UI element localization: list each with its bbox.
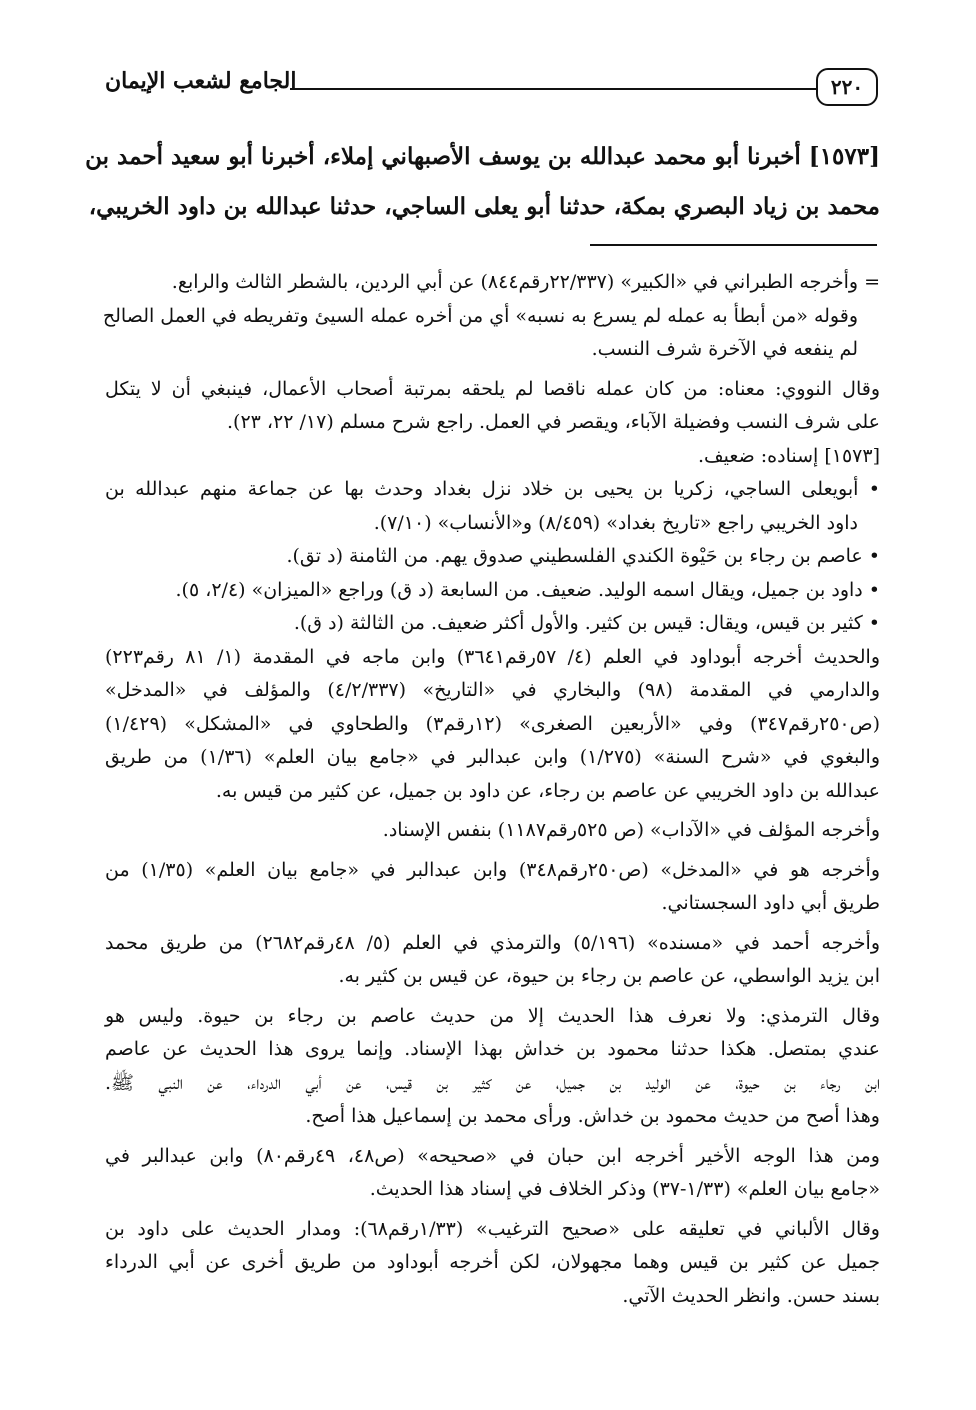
narrator-bullet: • داود بن جميل، ويقال اسمه الوليد. ضعيف. من السابعة (د ق) وراجع «الميزان» (٢/٤، ٥). <box>175 578 880 601</box>
footnote-line: داود الخريبي راجع «تاريخ بغداد» (٨/٤٥٩) و«الأنساب» (٧/١٠). <box>373 511 858 534</box>
footnote-line: عندي بمتصل. هكذا حدثنا محمود بن خداش بهذا الإسناد. وإنما يروى هذا الحديث عن عاصم <box>105 1038 880 1060</box>
page-header <box>100 62 880 112</box>
book-title: الجامع لشعب الإيمان <box>105 68 297 94</box>
footnote-line: (ص٢٥٠رقم٣٤٧) وفي «الأربعين الصغرى» (١٢رقم٣) والطحاوي في «المشكل» (١/٤٢٩) <box>105 712 880 735</box>
main-line: [١٥٧٣] أخبرنا أبو محمد عبدالله بن يوسف الأصبهاني إملاء، أخبرنا أبو سعيد أحمد بن <box>85 143 880 170</box>
main-line: محمد بن زياد البصري بمكة، حدثنا أبو يعلى الساجي، حدثنا عبدالله بن داود الخريبي، <box>88 193 880 220</box>
narrator-bullet: • عاصم بن رجاء بن حَيْوة الكندي الفلسطيني صدوق يهم. من الثامنة (د تق). <box>286 545 880 567</box>
footnote-line: على شرف النسب وفضيلة الآباء، ويقصر في العمل. راجع شرح مسلم (١٧/ ٢٢، ٢٣). <box>226 411 880 433</box>
footnote-line: وأخرجه المؤلف في «الآداب» (ص ٥٢٥رقم١١٨٧) بنفس الإسناد. <box>382 819 880 841</box>
footnote-separator <box>590 244 877 246</box>
footnote-line: ابن يزيد الواسطي، عن عاصم بن رجاء بن حيوة، عن قيس بن كثير به. <box>338 965 880 987</box>
footnote-line: والحديث أخرجه أبوداود في العلم (٤/ ٥٧رقم٣٦٤١) وابن ماجه في المقدمة (١/ ٨١ رقم٢٢٣) <box>105 645 880 668</box>
footnote-line: = وأخرجه الطبراني في «الكبير» (٢٢/٣٣٧رقم٨٤٤) عن أبي الردين، بالشطر الثالث والرابع. <box>171 271 880 293</box>
footnote-line: طريق أبي داود السجستاني. <box>661 892 880 914</box>
footnote-line: والدارمي في المقدمة (٩٨) والبخاري في «التاريخ» (٤/٢/٣٣٧) والمؤلف في «المدخل» <box>105 679 881 701</box>
footnote-line: بسند حسن. وانظر الحديث الآتي. <box>622 1284 880 1307</box>
footnote-line: ابن رجاء بن حيوة، عن الوليد بن جميل، عن كثير بن قيس، عن أبي الدرداء، عن النبي ﷺ. <box>105 1071 880 1094</box>
footnote-line: جميل عن كثير بن قيس وهما مجهولان، لكن أخرجه أبوداود من طريق أخرى عن أبي الدرداء <box>105 1251 880 1273</box>
isnad-heading: [١٥٧٣] إسناده: ضعيف. <box>697 444 880 467</box>
narrator-bullet: • أبويعلى الساجي، زكريا بن يحيى بن خلاد نزل بغداد وحدث بها عن جماعة منهم عبدالله بن <box>105 478 880 500</box>
footnote-line: وقال الألباني في تعليقه على «صحيح الترغيب» (١/٣٣رقم٦٨): ومدار الحديث على داود بن <box>105 1217 880 1240</box>
footnote-line: «جامع بيان العلم» (١/٣٣-٣٧) وذكر الخلاف في إسناد هذا الحديث. <box>369 1178 880 1200</box>
footnote-line: عبدالله بن داود الخريبي عن عاصم بن رجاء، عن داود بن جميل، عن كثير من قيس به. <box>215 779 880 802</box>
footnote-line: وقال النووي: معناه: من كان عمله ناقصا لم يلحقه بمرتبة أصحاب الأعمال، فينبغي أن لا يتكل <box>105 377 880 400</box>
main-text <box>85 132 880 232</box>
footnote-line: لم ينفعه في الآخرة شرف النسب. <box>591 338 858 360</box>
footnote-line: وأخرجه أحمد في «مسنده» (٥/١٩٦) والترمذي في العلم (٥/ ٤٨رقم٢٦٨٢) من طريق محمد <box>105 931 880 954</box>
header-rule <box>290 88 816 90</box>
footnote-line: والبغوي في «شرح السنة» (١/٢٧٥) وابن عبدالبر في «جامع بيان العلم» (١/٣٦) من طريق <box>105 746 880 768</box>
footnote-line: وقال الترمذي: ولا نعرف هذا الحديث إلا من حديث عاصم بن رجاء بن حيوة. وليس هو <box>105 1004 880 1027</box>
footnote-line: ومن هذا الوجه الأخير أخرجه ابن حبان في «صحيحه» (ص٤٨، ٤٩رقم٨٠) وابن عبدالبر في <box>105 1144 880 1167</box>
footnote-line: وقوله «من أبطأ به عمله لم يسرع به نسبه» أي من أخره عمله السيئ وتفريطه في العمل الصالح <box>102 304 858 327</box>
footnotes <box>102 266 881 1313</box>
page-number: ٢٢٠ <box>816 68 878 106</box>
footnote-line: وأخرجه هو في «المدخل» (ص٢٥٠رقم٣٤٨) وابن عبدالبر في «جامع بيان العلم» (١/٣٥) من <box>105 858 881 881</box>
footnote-line: وهذا أصح من حديث محمود بن خداش. ورأى محمد بن إسماعيل هذا أصح. <box>305 1105 880 1127</box>
narrator-bullet: • كثير بن قيس، ويقال: قيس بن كثير. والأول أكثر ضعيف. من الثالثة (د ق). <box>293 612 880 634</box>
